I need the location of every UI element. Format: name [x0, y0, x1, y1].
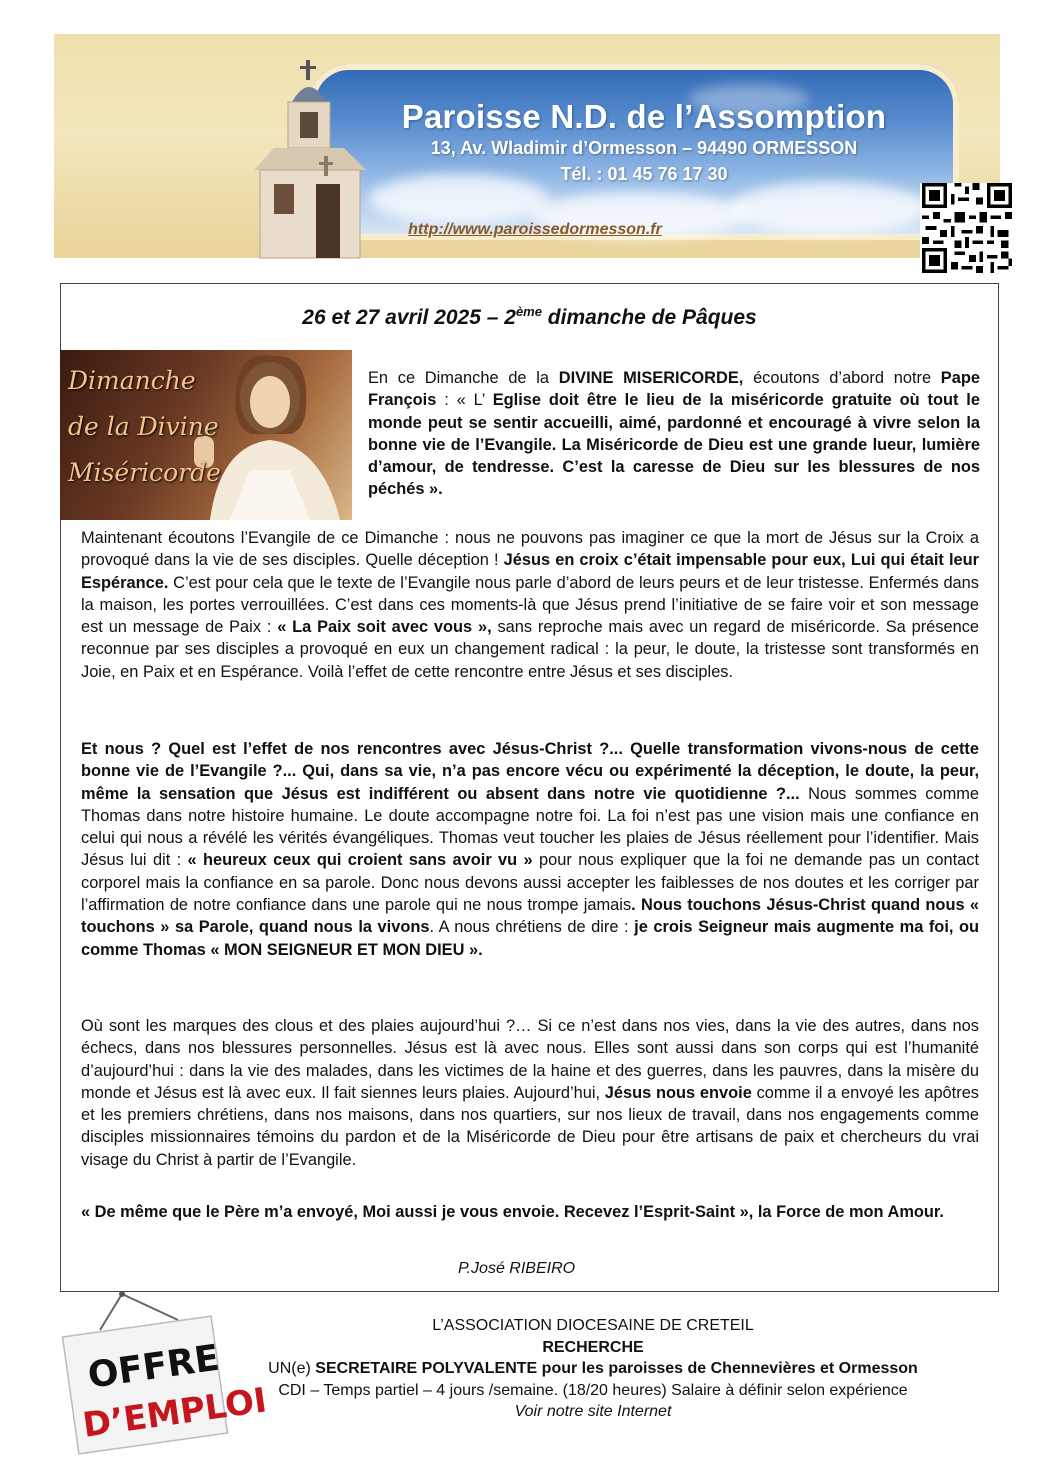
sign-text-emploi: D’EMPLOI	[80, 1380, 270, 1446]
paragraph-sending: « De même que le Père m’a envoyé, Moi aussi je vous envoie. Recevez l’Esprit-Saint », la Force de mon Amour.	[81, 1203, 944, 1221]
parish-phone: Tél. : 01 45 76 17 30	[560, 164, 728, 184]
job-offer-block	[238, 1315, 948, 1423]
parish-header	[54, 34, 1000, 258]
paragraph-gospel: Maintenant écoutons l’Evangile de ce Dimanche : nous ne pouvons pas imaginer ce que la mort de Jésus sur la Croix a provoqué dans la vie de ses disciples. Quelle déception ! Jésus en croix c’était impensable pour eux, Lui qui était leur Espérance. C’est pour cela que le texte de l’Evangile nous parle d’abord de leurs peurs et de leur tristesse. Enfermés dans la maison, les portes verrouillées. C’est dans ces moments-là que Jésus prend l’initiative de se faire voir et son message est un message de Paix : « La Paix soit avec vous », sans reproche mais avec un regard de miséricorde. Sa présence reconnue par ses disciples a provoqué en eux un changement radical : la peur, le doute, la tristesse sont transformés en Joie, en Paix et en Espérance. Voilà l’effet de cette rencontre entre Jésus et ses disciples.	[81, 529, 980, 681]
parish-address: 13, Av. Wladimir d’Ormesson – 94490 ORMESSON	[430, 138, 858, 158]
signature: P.José RIBEIRO	[458, 1260, 576, 1277]
divine-image-line: de la Divine	[68, 412, 219, 441]
homily-box	[60, 283, 999, 1292]
job-offer-sign-icon	[60, 1290, 270, 1450]
parish-website-link[interactable]: http://www.paroissedormesson.fr	[408, 221, 662, 238]
intro-paragraph: En ce Dimanche de la DIVINE MISERICORDE, écoutons d’abord notre Pape François : « L’ Eglise doit être le lieu de la miséricorde gratuite où tout le monde peut se sentir accueilli, aimé, pardonné et encouragé à vivre selon la bonne vie de l’Evangile. La Miséricorde de Dieu est une grande lueur, lumière d’amour, de tendresse. C’est la caresse de Dieu sur les blessures de nos péchés ».	[368, 369, 980, 499]
parish-title: Paroisse N.D. de l’Assomption	[401, 98, 887, 135]
paragraph-wounds: Où sont les marques des clous et des plaies aujourd’hui ?… Si ce n’est dans nos vies, dans la vie des autres, dans nos échecs, dans nos blessures personnelles. Jésus est là avec nous. Elles sont aussi dans son corps qui est l’humanité d’aujourd’hui : dans la vie des malades, dans les victimes de la haine et des guerres, dans les pauvres, dans la misère du monde et Jésus est là avec eux. Il fait siennes leurs plaies. Aujourd’hui, Jésus nous envoie comme il a envoyé les apôtres et les premiers chrétiens, dans nos maisons, dans nos quartiers, sur nos lieux de travail, dans nos engagements comme disciples missionnaires témoins du pardon et de la Miséricorde de Dieu pour être artisans de paix et chercheurs du vrai visage du Christ à partir de l’Evangile.	[81, 1017, 980, 1169]
divine-image-line: Miséricorde	[68, 458, 221, 487]
date-heading: 26 et 27 avril 2025 – 2ème dimanche de Pâques	[302, 304, 757, 329]
job-conditions: CDI – Temps partiel – 4 jours /semaine. (18/20 heures) Salaire à définir selon expérience	[278, 1381, 908, 1399]
qr-code-icon[interactable]	[920, 183, 1014, 273]
job-see-website: Voir notre site Internet	[514, 1403, 672, 1420]
divine-mercy-image	[60, 350, 352, 520]
job-position: UN(e) SECRETAIRE POLYVALENTE pour les paroisses de Chennevières et Ormesson	[268, 1360, 918, 1377]
divine-image-line: Dimanche	[68, 366, 196, 395]
job-recherche: RECHERCHE	[542, 1338, 644, 1356]
sign-text-offre: OFFRE	[85, 1337, 222, 1397]
paragraph-thomas: Et nous ? Quel est l’effet de nos rencontres avec Jésus-Christ ?... Quelle transformation vivons-nous de cette bonne vie de l’Evangile ?... Qui, dans sa vie, n’a pas encore vécu ou expérimenté la déception, le doute, la peur, même la sensation que Jésus est indifférent ou absent dans notre vie quotidienne ?... Nous sommes comme Thomas dans notre histoire humaine. Le doute accompagne notre foi. La foi n’est pas une vision mais une confiance en celui qui nous a révélé les vérités évangéliques. Thomas veut toucher les plaies de Jésus réellement pour l’identifier. Mais Jésus lui dit : « heureux ceux qui croient sans avoir vu » pour nous expliquer que la foi ne demande pas un contact corporel mais la confiance en sa parole. Donc nous devons aussi accepter les faiblesses de nos doutes et les corriger par l’affirmation de notre confiance dans une parole qui ne nous trompe jamais. Nous touchons Jésus-Christ quand nous « touchons » sa Parole, quand nous la vivons. A nous chrétiens de dire : je crois Seigneur mais augmente ma foi, ou comme Thomas « MON SEIGNEUR ET MON DIEU ».	[81, 740, 980, 959]
job-association: L’ASSOCIATION DIOCESAINE DE CRETEIL	[432, 1317, 754, 1334]
